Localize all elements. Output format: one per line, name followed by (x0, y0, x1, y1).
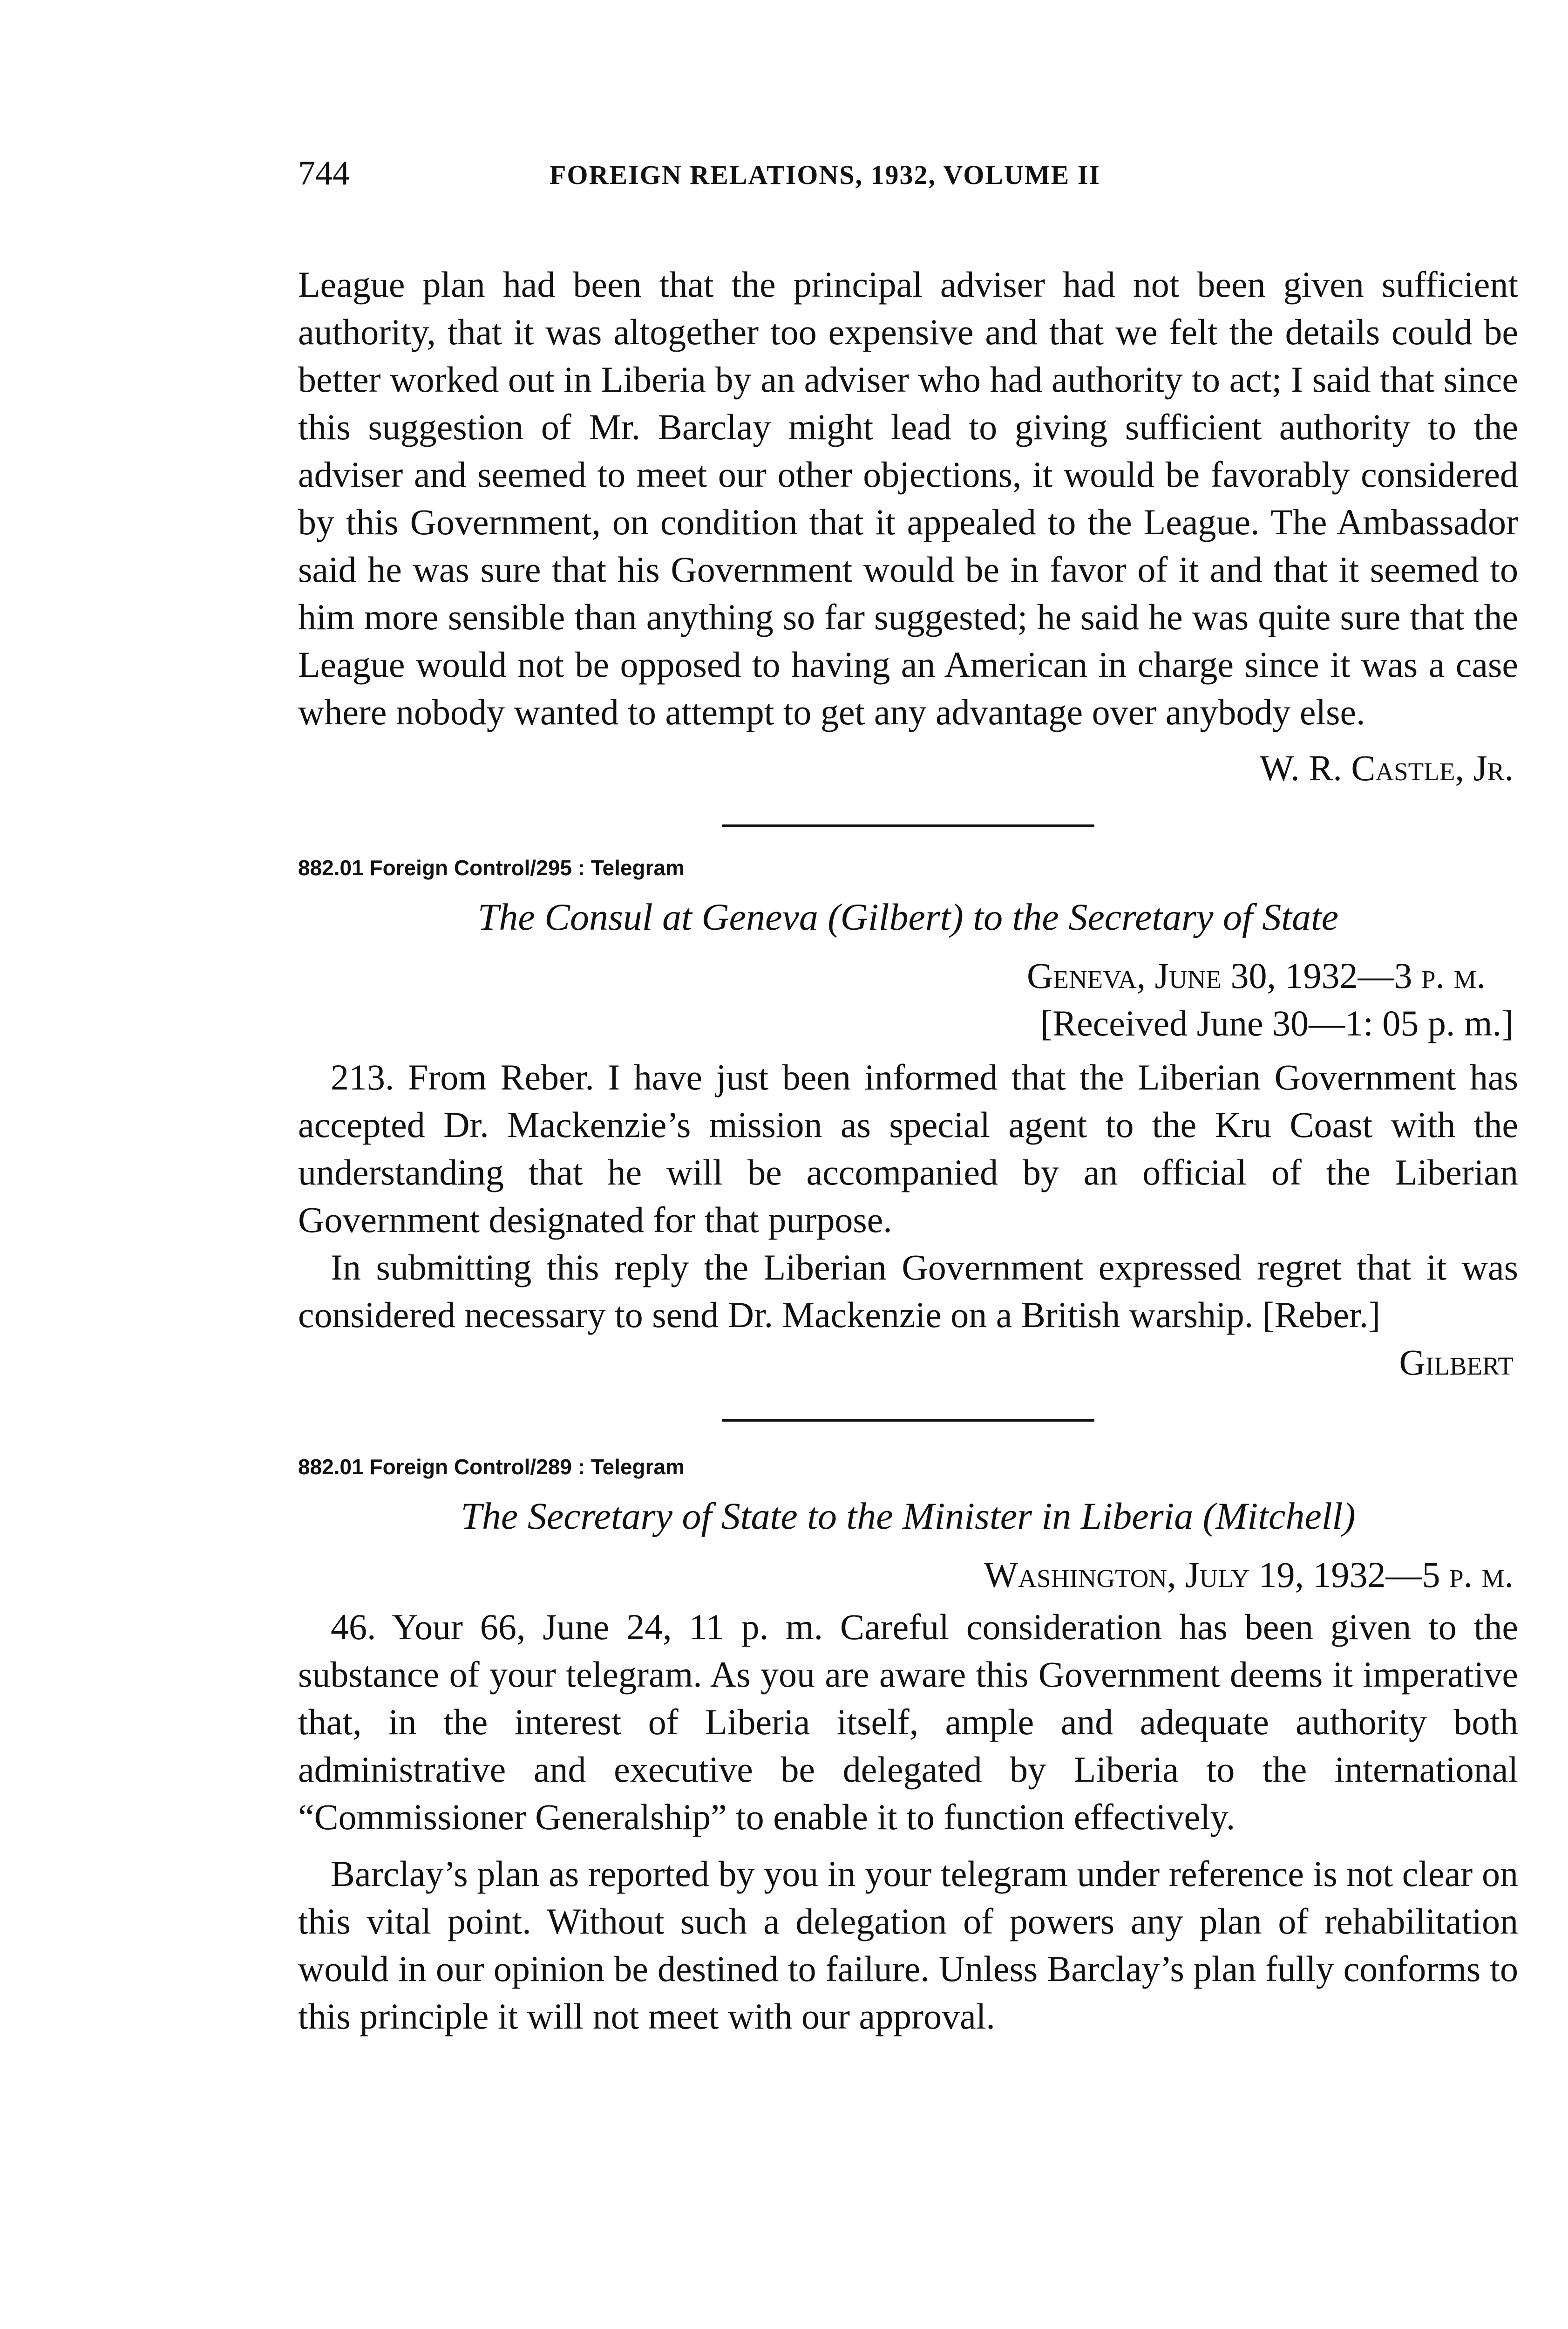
telegram-paragraph: In submitting this reply the Liberian Government expressed regret that it was considered necessary to send Dr. Mackenzie on a British warship. [Reber.] (298, 1247, 1518, 1335)
telegram-paragraph: Barclay’s plan as reported by you in your telegram under reference is not clear on this vital point. Without such a delegation of powers any plan of rehabilitation would in our opinion be destined to failure. Unless Barclay’s plan fully conforms to this principle it will not meet with our approval. (298, 1853, 1518, 2036)
received-line: [Received June 30—1: 05 p. m.] (1040, 1003, 1514, 1043)
continuation-paragraph: League plan had been that the principal adviser had not been given sufficient authority, that it was altogether too expensive and that we felt the details could be better worked out in Liberia by an adviser who had authority to act; I said that since this suggestion of Mr. Barclay might lead to giving sufficient authority to the adviser and seemed to meet our other objections, it would be favorably considered by this Government, on condition that it appealed to the League. The Ambassador said he was sure that his Government would be in favor of it and that it seemed to him more sensible than anything so far suggested; he said he was quite sure that the League would not be opposed to having an American in charge since it was a case where nobody wanted to attempt to get any advantage over anybody else. (298, 264, 1518, 732)
signature-castle: W. R. Castle, Jr. (1259, 748, 1514, 788)
body-column (298, 261, 1518, 2040)
dateline: Washington, July 19, 1932—5 p. m. (984, 1554, 1514, 1595)
page-number: 744 (298, 154, 350, 192)
running-head: FOREIGN RELATIONS, 1932, VOLUME II (550, 160, 1100, 190)
file-reference: 882.01 Foreign Control/289 : Telegram (298, 1455, 685, 1479)
document-title: The Consul at Geneva (Gilbert) to the Secretary of State (477, 896, 1339, 938)
page-header (298, 154, 1518, 210)
telegram-paragraph: 213. From Reber. I have just been informed that the Liberian Government has accepted Dr. Mackenzie’s mission as special agent to the Kru Coast with the understanding that he will be accompanied by an official of the Liberian Government designated for that purpose. (298, 1057, 1518, 1240)
document-title: The Secretary of State to the Minister in Liberia (Mitchell) (461, 1495, 1356, 1537)
dateline: Geneva, June 30, 1932—3 p. m. (1027, 955, 1486, 996)
file-reference: 882.01 Foreign Control/295 : Telegram (298, 856, 685, 880)
telegram-paragraph: 46. Your 66, June 24, 11 p. m. Careful consideration has been given to the substance of your telegram. As you are aware this Government deems it imperative that, in the interest of Liberia itself, ample and adequate authority both administrative and executive be delegated by Liberia to the international “Commissioner Generalship” to enable it to function effectively. (298, 1607, 1518, 1837)
signature-gilbert: Gilbert (1399, 1342, 1514, 1382)
